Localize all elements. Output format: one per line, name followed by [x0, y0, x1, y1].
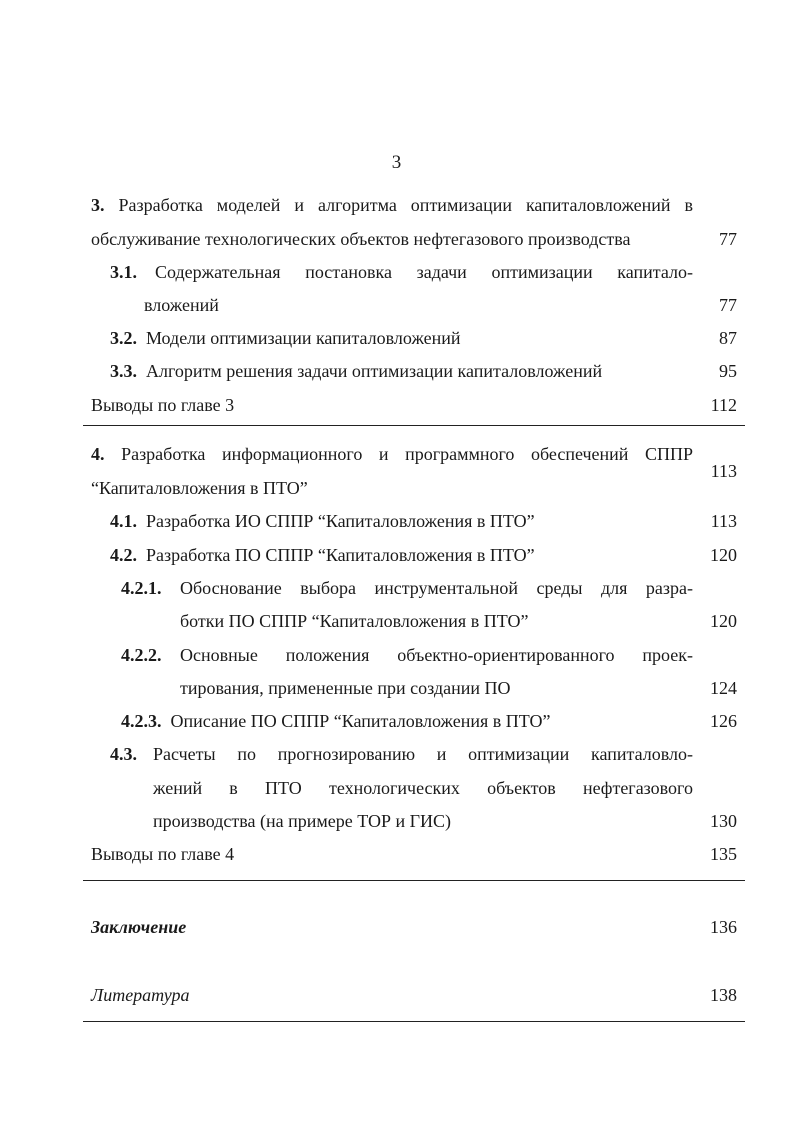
section-4-1-number: 4.1. — [110, 511, 137, 531]
section-3-1-number: 3.1. — [110, 262, 137, 282]
conclusion-page: 136 — [710, 917, 737, 937]
chapter-4-conclusions: Выводы по главе 4 — [91, 844, 235, 864]
section-3-3 — [110, 360, 602, 382]
section-4-1-page: 113 — [710, 511, 737, 531]
section-3-2 — [110, 327, 461, 349]
section-4-2 — [110, 544, 535, 566]
section-4-2-3-number: 4.2.3. — [121, 711, 162, 731]
section-4-2-3-page: 126 — [710, 711, 737, 731]
section-3-2-title: Модели оптимизации капиталовложений — [146, 328, 461, 348]
section-4-2-number: 4.2. — [110, 545, 137, 565]
section-4-2-page: 120 — [710, 545, 737, 565]
section-4-2-1-title-line-1: Обоснование выбора инструментальной среды для разра- — [180, 578, 693, 598]
chapter-4-number: 4. — [91, 444, 105, 464]
section-4-2-3 — [121, 710, 551, 732]
section-4-2-3-title: Описание ПО СППР “Капиталовложения в ПТО” — [170, 711, 551, 731]
toc-chapter-3-line-2: обслуживание технологических объектов нефтегазового производства — [91, 229, 631, 249]
section-4-2-2-title-line-1: Основные положения объектно-ориентированного проек- — [180, 645, 693, 665]
section-3-3-number: 3.3. — [110, 361, 137, 381]
chapter-4-conclusions-page: 135 — [710, 844, 737, 864]
section-3-2-page: 87 — [719, 328, 737, 348]
chapter-4-title-line-1: Разработка информационного и программного обеспечений СППР — [121, 444, 694, 464]
toc-chapter-4-line-1 — [91, 443, 693, 465]
section-4-1 — [110, 510, 535, 532]
section-4-2-title: Разработка ПО СППР “Капиталовложения в ПТО” — [146, 545, 535, 565]
toc-chapter-4-line-2: “Капиталовложения в ПТО” — [91, 478, 308, 498]
section-3-1-page: 77 — [719, 295, 737, 315]
chapter-3-title-line-1: Разработка моделей и алгоритма оптимизации капиталовложений в — [118, 195, 694, 215]
literature-title: Литература — [91, 985, 190, 1005]
section-4-2-1-page: 120 — [710, 611, 737, 631]
section-4-2-2-title-line-2: тирования, примененные при создании ПО — [180, 678, 511, 698]
toc-chapter-3-line-1 — [91, 194, 693, 216]
section-4-2-1-number: 4.2.1. — [121, 578, 162, 598]
section-4-2-2-number: 4.2.2. — [121, 645, 162, 665]
page-number: 3 — [391, 152, 402, 173]
section-3-1-title-line-1: Содержательная постановка задачи оптимизации капитало- — [155, 262, 693, 282]
chapter-3-conclusions: Выводы по главе 3 — [91, 395, 235, 415]
chapter-3-number: 3. — [91, 195, 105, 215]
literature-page: 138 — [710, 985, 737, 1005]
divider-1 — [83, 425, 745, 426]
conclusion-title: Заключение — [91, 917, 187, 937]
section-4-3-number: 4.3. — [110, 744, 137, 764]
chapter-3-conclusions-page: 112 — [710, 395, 737, 415]
divider-2 — [83, 880, 745, 881]
section-3-3-page: 95 — [719, 361, 737, 381]
chapter-3-page: 77 — [719, 229, 737, 249]
section-3-2-number: 3.2. — [110, 328, 137, 348]
section-3-1-title-line-2: вложений — [144, 295, 219, 315]
section-4-1-title: Разработка ИО СППР “Капиталовложения в ПТО” — [146, 511, 535, 531]
divider-3 — [83, 1021, 745, 1022]
section-4-2-1-title-line-2: ботки ПО СППР “Капиталовложения в ПТО” — [180, 611, 529, 631]
section-4-2-2-page: 124 — [710, 678, 737, 698]
section-4-3-title-line-1: Расчеты по прогнозированию и оптимизации капиталовло- — [153, 744, 693, 764]
section-3-3-title: Алгоритм решения задачи оптимизации капиталовложений — [146, 361, 603, 381]
section-4-3-page: 130 — [710, 811, 737, 831]
section-4-3-title-line-3: производства (на примере ТОР и ГИС) — [153, 811, 452, 831]
chapter-4-page: 113 — [710, 461, 737, 481]
section-4-3-title-line-2: жений в ПТО технологических объектов нефтегазового — [153, 778, 693, 798]
